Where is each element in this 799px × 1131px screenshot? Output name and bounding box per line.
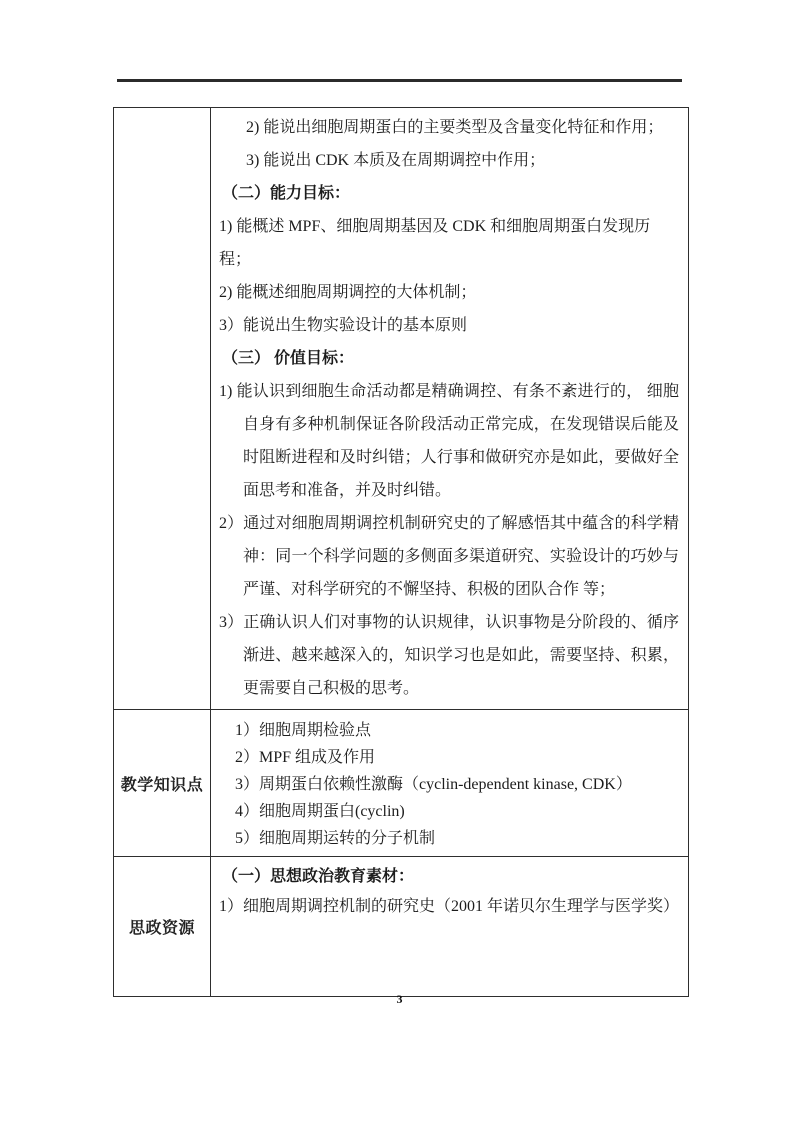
objectives-content-cell — [211, 108, 688, 709]
ideology-material-item: 1）细胞周期调控机制的研究史（2001 年诺贝尔生理学与医学奖） — [219, 898, 680, 915]
knowledge-point-item: 3）周期蛋白依赖性激酶（cyclin-dependent kinase, CDK） — [235, 776, 632, 793]
value-objective-item: 3）正确认识人们对事物的认识规律，认识事物是分阶段的、循序渐进、越来越深入的，知识学习也是如此，需要坚持、积累，更需要自己积极的思考。 — [219, 614, 679, 697]
knowledge-objective-line: 2) 能说出细胞周期蛋白的主要类型及含量变化特征和作用； — [246, 119, 664, 136]
ideology-resources-label: 思政资源 — [114, 857, 211, 996]
ability-objectives-heading: （二）能力目标： — [222, 185, 351, 202]
ideology-resources-content-cell — [211, 857, 688, 996]
value-objective-item: 1) 能认识到细胞生命活动都是精确调控、有条不紊进行的， 细胞自身有多种机制保证各阶段活动正常完成，在发现错误后能及时阻断进程和及时纠错；人行事和做研究亦是如此，要做好全面思考和准备，并及时纠错。 — [219, 383, 679, 499]
knowledge-points-content-cell — [211, 710, 688, 856]
knowledge-point-item: 1）细胞周期检验点 — [235, 722, 372, 739]
table-row-ideology-resources — [114, 857, 688, 996]
ability-objective-item: 3）能说出生物实验设计的基本原则 — [219, 317, 468, 334]
table-row-knowledge-points — [114, 710, 688, 857]
value-objective-item: 2）通过对细胞周期调控机制研究史的了解感悟其中蕴含的科学精神：同一个科学问题的多侧面多渠道研究、实验设计的巧妙与严谨、对科学研究的不懈坚持、积极的团队合作 等； — [219, 515, 679, 598]
knowledge-point-item: 4）细胞周期蛋白(cyclin) — [235, 803, 405, 820]
ability-objective-item: 1) 能概述 MPF、细胞周期基因及 CDK 和细胞周期蛋白发现历程； — [219, 218, 651, 268]
page-number: 3 — [396, 992, 403, 1006]
knowledge-points-label: 教学知识点 — [114, 710, 211, 856]
value-objectives-heading: （三） 价值目标： — [222, 350, 355, 367]
objectives-label-cell-empty — [114, 108, 211, 709]
knowledge-point-item: 5）细胞周期运转的分子机制 — [235, 830, 436, 847]
knowledge-point-item: 2）MPF 组成及作用 — [235, 749, 376, 766]
knowledge-objective-line: 3) 能说出 CDK 本质及在周期调控中作用； — [246, 152, 546, 169]
lesson-plan-table — [113, 107, 689, 997]
header-rule — [117, 79, 682, 82]
ability-objective-item: 2) 能概述细胞周期调控的大体机制； — [219, 284, 477, 301]
table-row-objectives — [114, 108, 688, 710]
ideology-materials-heading: （一）思想政治教育素材： — [222, 868, 415, 885]
